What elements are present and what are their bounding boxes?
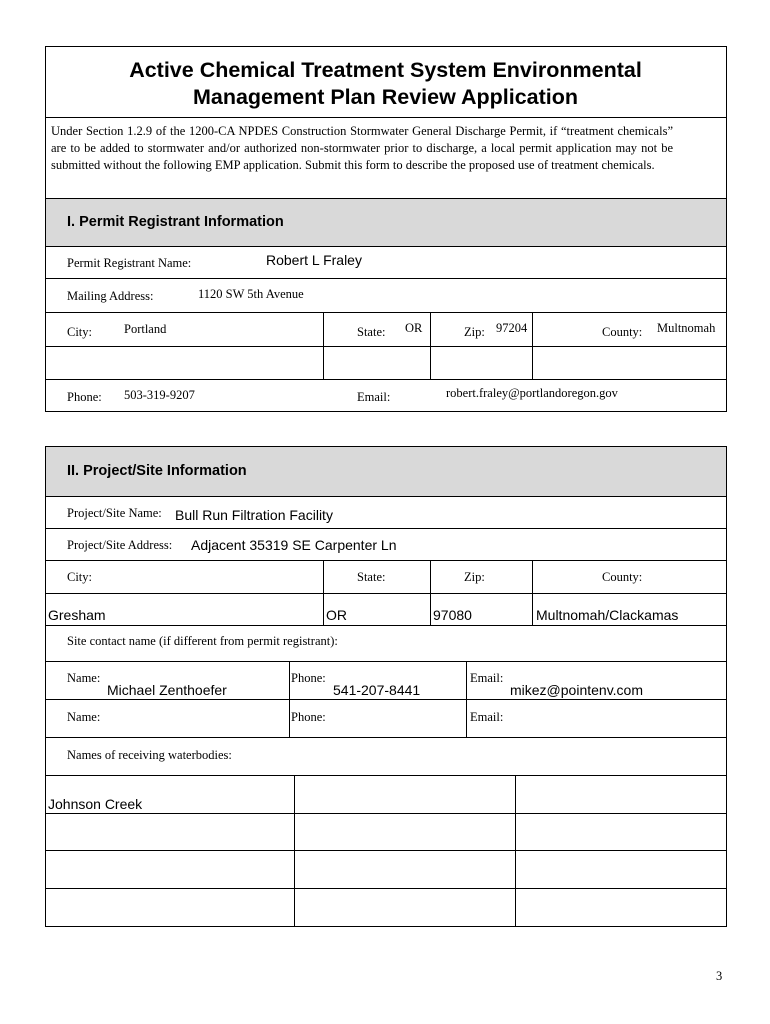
waterbodies-label: Names of receiving waterbodies: <box>67 748 232 762</box>
site-county-field[interactable]: Multnomah/Clackamas <box>536 607 679 623</box>
contact1-name-field[interactable]: Michael Zenthoefer <box>107 682 227 698</box>
contact1-email-field[interactable]: mikez@pointenv.com <box>510 682 643 698</box>
state-label: State: <box>357 325 386 339</box>
header-divider <box>45 117 727 118</box>
site-state-field[interactable]: OR <box>326 607 347 623</box>
section1-heading: I. Permit Registrant Information <box>67 214 284 230</box>
site-city-label: City: <box>67 570 93 584</box>
page-number: 3 <box>716 969 723 983</box>
s2-rule <box>45 850 727 851</box>
s2-col-rule <box>430 560 431 625</box>
s1-rule <box>45 379 727 380</box>
s2-col-rule <box>532 560 533 625</box>
s2-rule <box>45 625 727 626</box>
s2-rule <box>45 888 727 889</box>
waterbody-1-field[interactable]: Johnson Creek <box>48 796 143 812</box>
state-field[interactable]: OR <box>405 321 423 335</box>
s1-rule <box>45 278 727 279</box>
s2-rule <box>45 560 727 561</box>
s2-rule <box>45 737 727 738</box>
s1-rule <box>45 246 727 247</box>
title-line-2: Management Plan Review Application <box>192 85 579 109</box>
site-address-label: Project/Site Address: <box>67 538 173 552</box>
site-name-field[interactable]: Bull Run Filtration Facility <box>175 507 333 523</box>
s2-rule <box>45 813 727 814</box>
zip-label: Zip: <box>464 325 485 339</box>
s1-rule <box>45 312 727 313</box>
contact1-email-label: Email: <box>470 671 504 685</box>
mailing-address-field[interactable]: 1120 SW 5th Avenue <box>198 287 304 301</box>
registrant-name-field[interactable]: Robert L Fraley <box>266 252 362 268</box>
s2-col-rule <box>294 775 295 927</box>
s1-col-rule <box>323 312 324 379</box>
site-zip-field[interactable]: 97080 <box>433 607 472 623</box>
s2-rule <box>45 775 727 776</box>
site-name-label: Project/Site Name: <box>67 506 162 520</box>
s2-rule <box>45 593 727 594</box>
county-field[interactable]: Multnomah <box>657 321 716 335</box>
phone-field[interactable]: 503-319-9207 <box>124 388 195 402</box>
intro-paragraph: Under Section 1.2.9 of the 1200-CA NPDES Construction Stormwater General Discharge Permit, if “treatment chemicals” are to be added to stormwater and/or authorized non-stormwater prior to discharge, a local permit application may not be submitted without the following EMP application. Submit this form to describe the proposed use of treatment chemicals. <box>51 124 673 172</box>
site-state-label: State: <box>357 570 386 584</box>
site-contact-label: Site contact name (if different from permit registrant): <box>67 634 338 648</box>
s2-rule <box>45 496 727 497</box>
s2-col-rule <box>289 661 290 737</box>
s2-col-rule <box>466 661 467 737</box>
contact1-phone-field[interactable]: 541-207-8441 <box>333 682 421 698</box>
zip-field[interactable]: 97204 <box>496 321 528 335</box>
mailing-address-label: Mailing Address: <box>67 289 154 303</box>
site-county-label: County: <box>602 570 643 584</box>
s1-col-rule <box>532 312 533 379</box>
s2-rule <box>45 528 727 529</box>
site-address-field[interactable]: Adjacent 35319 SE Carpenter Ln <box>191 537 397 553</box>
contact2-name-label: Name: <box>67 710 101 724</box>
county-label: County: <box>602 325 643 339</box>
email-field[interactable]: robert.fraley@portlandoregon.gov <box>446 386 618 400</box>
s2-rule <box>45 661 727 662</box>
section2-heading: II. Project/Site Information <box>67 463 247 479</box>
contact2-phone-label: Phone: <box>291 710 326 724</box>
email-label: Email: <box>357 390 391 404</box>
s2-col-rule <box>515 775 516 927</box>
city-field[interactable]: Portland <box>124 322 167 336</box>
city-label: City: <box>67 325 93 339</box>
s2-col-rule <box>323 560 324 625</box>
title-line-1: Active Chemical Treatment System Environmental <box>129 58 642 82</box>
site-zip-label: Zip: <box>464 570 485 584</box>
phone-label: Phone: <box>67 390 102 404</box>
contact2-email-label: Email: <box>470 710 504 724</box>
contact1-phone-label: Phone: <box>291 671 326 685</box>
site-city-field[interactable]: Gresham <box>48 607 106 623</box>
contact1-name-label: Name: <box>67 671 101 685</box>
s1-col-rule <box>430 312 431 379</box>
s1-rule <box>45 346 727 347</box>
registrant-name-label: Permit Registrant Name: <box>67 256 192 270</box>
page-title <box>45 57 726 111</box>
s2-rule <box>45 699 727 700</box>
